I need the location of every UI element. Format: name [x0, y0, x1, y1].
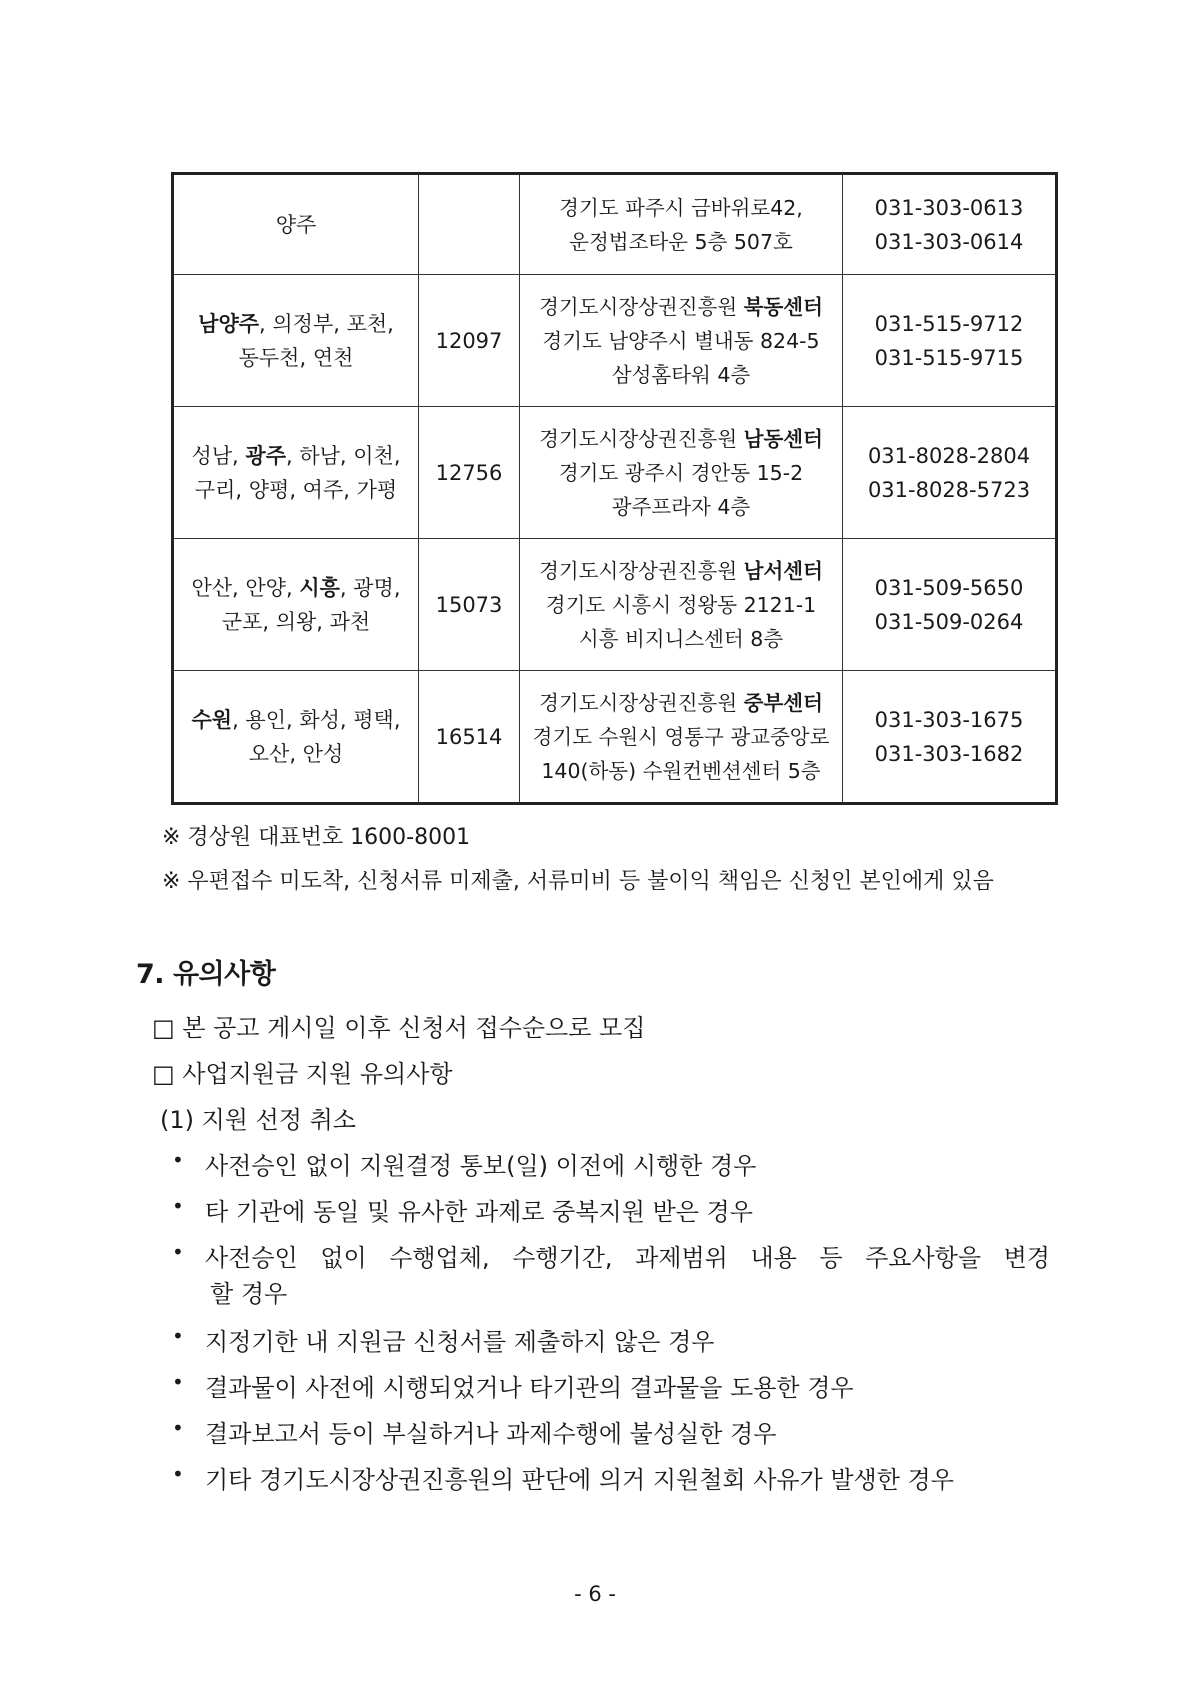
table-notes [162, 816, 994, 904]
zip-cell: 12097 [419, 275, 520, 407]
address-line: 경기도 남양주시 별내동 824-5 [542, 328, 820, 353]
table-row [173, 407, 1057, 539]
table-row [173, 671, 1057, 804]
list-item: 결과보고서 등이 부실하거나 과제수행에 불성실한 경우 [205, 1420, 777, 1448]
table-row [173, 174, 1057, 275]
section-title: 7. 유의사항 [136, 959, 276, 990]
address-line: 경기도 시흥시 정왕동 2121-1 [545, 592, 817, 617]
address-cell: 경기도시장상권진흥원 남서센터 경기도 시흥시 정왕동 2121-1 시흥 비지니스센터 8층 [520, 539, 843, 671]
list-item-continuation: 할 경우 [210, 1280, 288, 1308]
note-representative-number: ※ 경상원 대표번호 1600-8001 [162, 825, 471, 850]
phone-cell [843, 275, 1057, 407]
list-item [205, 1238, 1050, 1273]
phone-number: 031-303-0614 [874, 229, 1024, 254]
address-cell: 경기도시장상권진흥원 북동센터 경기도 남양주시 별내동 824-5 삼성홈타워 4층 [520, 275, 843, 407]
region-cell: 남양주, 의정부, 포천, 동두천, 연천 [173, 275, 419, 407]
phone-number: 031-509-0264 [874, 609, 1024, 634]
phone-cell [843, 174, 1057, 275]
zip-cell: 15073 [419, 539, 520, 671]
region-cell: 성남, 광주, 하남, 이천, 구리, 양평, 여주, 가평 [173, 407, 419, 539]
phone-cell [843, 671, 1057, 804]
address-line: 경기도 광주시 경안동 15-2 [558, 460, 804, 485]
phone-cell [843, 407, 1057, 539]
center-name: 남동센터 [743, 426, 823, 451]
region-cell: 수원, 용인, 화성, 평택, 오산, 안성 [173, 671, 419, 804]
list-item: 기타 경기도시장상권진흥원의 판단에 의거 지원철회 사유가 발생한 경우 [205, 1466, 954, 1494]
address-line: 운정법조타운 5층 507호 [569, 229, 793, 254]
address-cell: 경기도시장상권진흥원 남동센터 경기도 광주시 경안동 15-2 광주프라자 4층 [520, 407, 843, 539]
list-item: 지정기한 내 지원금 신청서를 제출하지 않은 경우 [205, 1328, 715, 1356]
address-line: 경기도 파주시 금바위로42, [559, 195, 803, 220]
address-line: 경기도 수원시 영통구 광교중앙로 [532, 724, 830, 749]
region-cell: 양주 [173, 174, 419, 275]
center-name: 북동센터 [743, 294, 823, 319]
bullet-icon: • [172, 1194, 184, 1218]
zip-cell: 12756 [419, 407, 520, 539]
address-cell: 경기도시장상권진흥원 중부센터 경기도 수원시 영통구 광교중앙로 140(하동) 수원컨벤션센터 5층 [520, 671, 843, 804]
zip-cell [419, 174, 520, 275]
bullet-icon: • [172, 1370, 184, 1394]
bullet-icon: • [172, 1416, 184, 1440]
box-item: □ 사업지원금 지원 유의사항 [152, 1060, 453, 1088]
table-row [173, 539, 1057, 671]
address-line: 삼성홈타워 4층 [611, 362, 751, 387]
region-cell: 안산, 안양, 시흥, 광명, 군포, 의왕, 과천 [173, 539, 419, 671]
center-name: 중부센터 [743, 690, 823, 715]
center-name: 남서센터 [743, 558, 823, 583]
bullet-icon: • [172, 1148, 184, 1172]
phone-number: 031-509-5650 [874, 575, 1024, 600]
phone-number: 031-303-1682 [874, 741, 1024, 766]
note-liability: ※ 우편접수 미도착, 신청서류 미제출, 서류미비 등 불이익 책임은 신청인 본인에게 있음 [162, 869, 994, 894]
address-line: 140(하동) 수원컨벤션센터 5층 [541, 758, 821, 783]
subheading: (1) 지원 선정 취소 [160, 1106, 356, 1134]
page-number: - 6 - [574, 1582, 616, 1606]
list-item: 사전승인 없이 지원결정 통보(일) 이전에 시행한 경우 [205, 1152, 757, 1180]
list-item-line: 사전승인 없이 수행업체, 수행기간, 과제범위 내용 등 주요사항을 변경 [205, 1244, 1050, 1272]
address-line: 시흥 비지니스센터 8층 [578, 626, 784, 651]
bullet-icon: • [172, 1240, 184, 1264]
bullet-icon: • [172, 1324, 184, 1348]
list-item: 타 기관에 동일 및 유사한 과제로 중복지원 받은 경우 [205, 1198, 753, 1226]
zip-cell: 16514 [419, 671, 520, 804]
phone-number: 031-515-9715 [874, 345, 1024, 370]
phone-number: 031-515-9712 [874, 311, 1024, 336]
address-line: 광주프라자 4층 [611, 494, 751, 519]
phone-number: 031-303-0613 [874, 195, 1024, 220]
table-row [173, 275, 1057, 407]
list-item: 결과물이 사전에 시행되었거나 타기관의 결과물을 도용한 경우 [205, 1374, 854, 1402]
bullet-icon: • [172, 1462, 184, 1486]
phone-number: 031-8028-2804 [867, 443, 1031, 468]
phone-number: 031-8028-5723 [867, 477, 1031, 502]
regional-office-table [171, 172, 1058, 805]
box-item: □ 본 공고 게시일 이후 신청서 접수순으로 모집 [152, 1014, 646, 1042]
phone-number: 031-303-1675 [874, 707, 1024, 732]
phone-cell [843, 539, 1057, 671]
address-cell [520, 174, 843, 275]
